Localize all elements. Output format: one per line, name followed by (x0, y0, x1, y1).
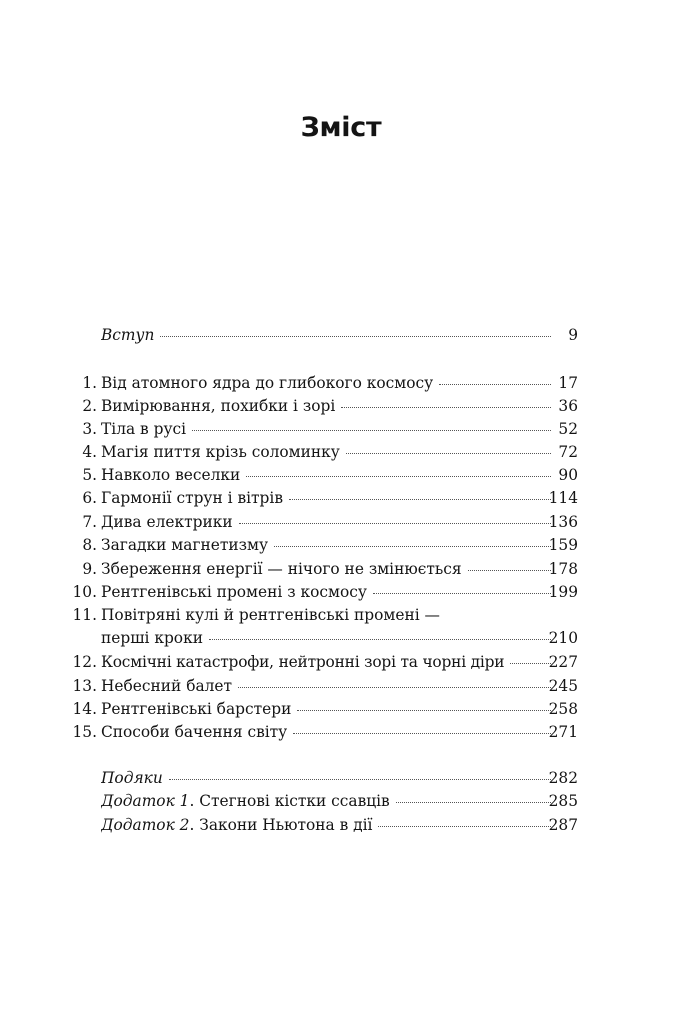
toc-page-number: 9 (568, 326, 578, 344)
dot-leader (289, 498, 551, 500)
chapter-number: 5. (82, 466, 97, 484)
toc-page-number: 90 (558, 466, 578, 484)
toc-entry-chapter-5[interactable] (0, 464, 682, 487)
chapter-number: 13. (72, 677, 97, 695)
toc-entry-label: Навколо веселки (101, 466, 241, 484)
toc-entry-chapter-2[interactable] (0, 395, 682, 418)
toc-page-number: 227 (548, 653, 578, 671)
toc-entry-label: Дива електрики (101, 513, 233, 531)
toc-page-number: 36 (558, 397, 578, 415)
toc-page-number: 72 (558, 443, 578, 461)
dot-leader (238, 686, 551, 688)
dot-leader (192, 429, 551, 431)
dot-leader (160, 335, 551, 337)
toc-page-number: 199 (548, 583, 578, 601)
dot-leader (293, 732, 551, 734)
toc-entry-chapter-13[interactable] (0, 675, 682, 698)
toc-entry-appendix-1[interactable] (0, 790, 682, 813)
chapter-number: 15. (72, 723, 97, 741)
toc-entry-label: Подяки (101, 769, 163, 787)
chapter-number: 7. (82, 513, 97, 531)
toc-entry-label: Космічні катастрофи, нейтронні зорі та чорні діри (101, 653, 505, 671)
toc-page-number: 52 (558, 420, 578, 438)
toc-entry-label: Магія пиття крізь соломинку (101, 443, 340, 461)
chapter-number: 1. (82, 374, 97, 392)
chapter-number: 9. (82, 560, 97, 578)
toc-page-number: 17 (558, 374, 578, 392)
toc-page-number: 114 (548, 489, 578, 507)
chapter-number: 8. (82, 536, 97, 554)
chapter-number: 12. (72, 653, 97, 671)
dot-leader (274, 545, 551, 547)
chapter-number: 10. (72, 583, 97, 601)
dot-leader (209, 638, 551, 640)
toc-entry-chapter-7[interactable] (0, 511, 682, 534)
toc-entry-appendix-2[interactable] (0, 814, 682, 837)
toc-entry-label: Способи бачення світу (101, 723, 288, 741)
toc-page-number: 285 (548, 792, 578, 810)
dot-leader (297, 709, 551, 711)
toc-page-number: 282 (548, 769, 578, 787)
toc-entry-label: Вимірювання, похибки і зорі (101, 397, 336, 415)
toc-entry-label-continued: перші кроки (101, 629, 203, 647)
chapter-number: 6. (82, 489, 97, 507)
chapter-number: 3. (82, 420, 97, 438)
toc-page-number: 159 (548, 536, 578, 554)
toc-entry-label: Повітряні кулі й рентгенівські промені — (101, 606, 440, 624)
chapter-number: 14. (72, 700, 97, 718)
toc-entry-chapter-6[interactable] (0, 487, 682, 510)
toc-entry-chapter-11[interactable] (0, 604, 682, 627)
chapter-number: 11. (72, 606, 97, 624)
dot-leader (246, 475, 551, 477)
toc-page-number: 245 (548, 677, 578, 695)
toc-entry-label: Вступ (101, 326, 155, 344)
toc-page-number: 136 (548, 513, 578, 531)
toc-entry-label-italic: Додаток 1 (101, 792, 190, 810)
toc-entry-chapter-1[interactable] (0, 372, 682, 395)
toc-entry-label: Гармонії струн і вітрів (101, 489, 283, 507)
toc-entry-label: Рентгенівські барстери (101, 700, 292, 718)
toc-page-number: 178 (548, 560, 578, 578)
toc-entry-chapter-12[interactable] (0, 651, 682, 674)
toc-page-number: 271 (548, 723, 578, 741)
toc-entry-intro[interactable] (0, 324, 682, 347)
toc-entry-chapter-4[interactable] (0, 441, 682, 464)
toc-page-number: 210 (548, 629, 578, 647)
toc-entry-label: Від атомного ядра до глибокого космосу (101, 374, 434, 392)
toc-entry-chapter-14[interactable] (0, 698, 682, 721)
toc-entry-chapter-11-continued[interactable] (0, 627, 682, 650)
toc-entry-label-italic: Додаток 2 (101, 816, 190, 834)
toc-entry-label: Загадки магнетизму (101, 536, 269, 554)
toc-entry-label: . Закони Ньютона в дії (189, 816, 373, 834)
dot-leader (239, 522, 551, 524)
toc-entry-acknowledgements[interactable] (0, 767, 682, 790)
chapter-number: 4. (82, 443, 97, 461)
toc-entry-label: Збереження енергії — нічого не змінюється (101, 560, 462, 578)
toc-page-number: 287 (548, 816, 578, 834)
toc-entry-chapter-15[interactable] (0, 721, 682, 744)
toc-entry-chapter-3[interactable] (0, 418, 682, 441)
dot-leader (169, 778, 551, 780)
toc-entry-chapter-10[interactable] (0, 581, 682, 604)
toc-entry-label: Тіла в русі (101, 420, 187, 438)
toc-entry-chapter-8[interactable] (0, 534, 682, 557)
toc-entry-chapter-9[interactable] (0, 558, 682, 581)
toc-entry-label: . Стегнові кістки ссавців (189, 792, 390, 810)
toc-entry-label: Небесний балет (101, 677, 233, 695)
page-title: Зміст (300, 112, 382, 143)
toc-entry-label: Рентгенівські промені з космосу (101, 583, 367, 601)
chapter-number: 2. (82, 397, 97, 415)
toc-page-number: 258 (548, 700, 578, 718)
